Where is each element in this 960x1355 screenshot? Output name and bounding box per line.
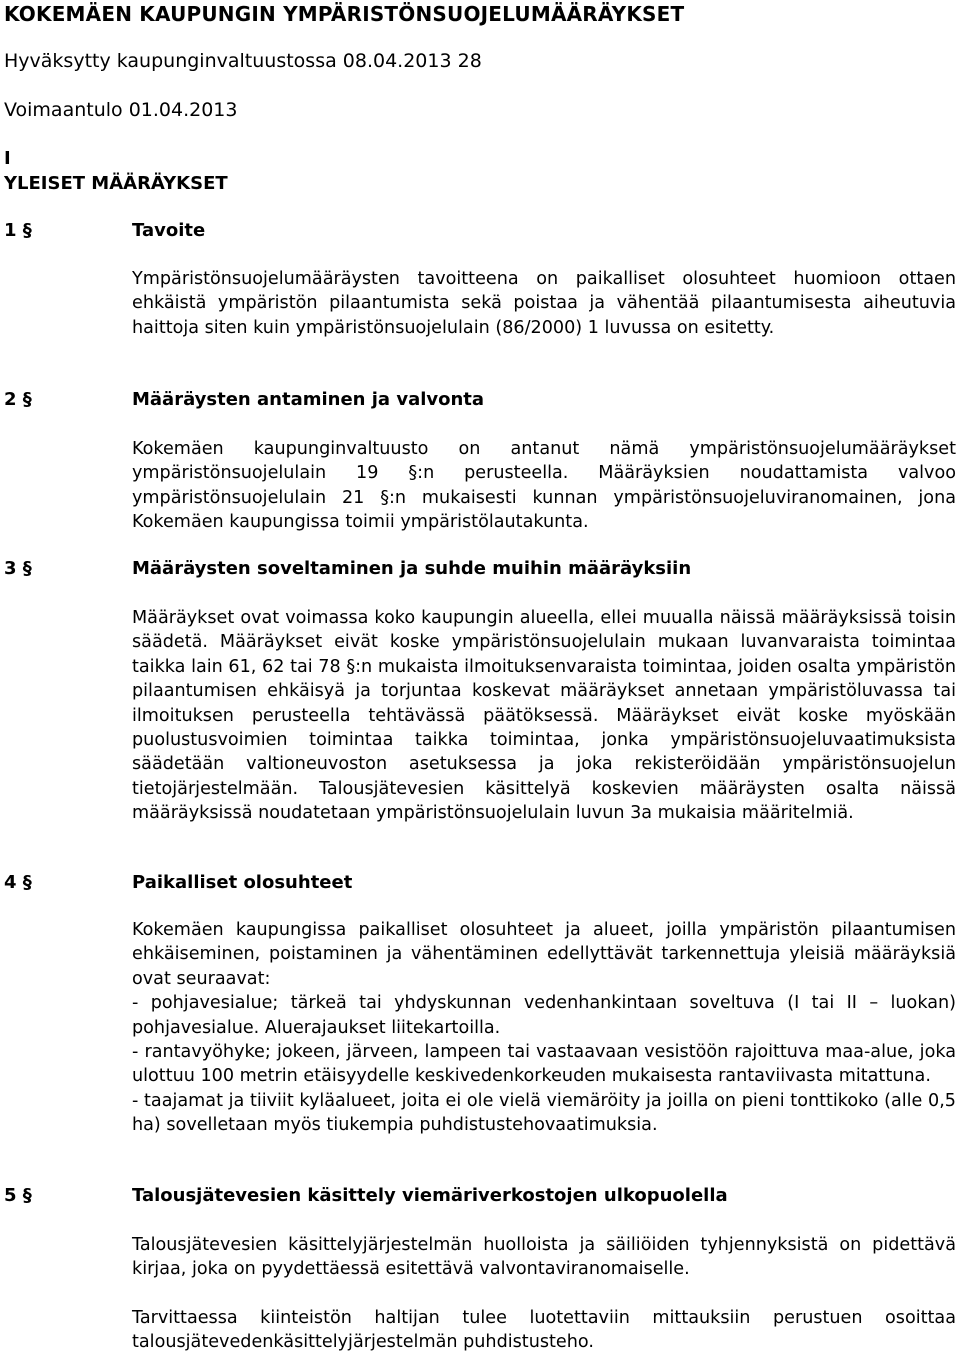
section-number: 4 § bbox=[4, 872, 32, 893]
section-title: Talousjätevesien käsittely viemäriverkostojen ulkopuolella bbox=[132, 1185, 728, 1206]
paragraph: Tarvittaessa kiinteistön haltijan tulee luotettaviin mittauksiin perustuen osoittaa talousjätevedenkäsittelyjärjestelmän puhdistusteho. bbox=[132, 1307, 956, 1353]
chapter-title: YLEISET MÄÄRÄYKSET bbox=[4, 173, 228, 194]
approval-line: Hyväksytty kaupunginvaltuustossa 08.04.2013 28 bbox=[4, 50, 482, 72]
section-title: Paikalliset olosuhteet bbox=[132, 872, 353, 893]
list-item: - pohjavesialue; tärkeä tai yhdyskunnan vedenhankintaan soveltuva (I tai II – luokan) pohjavesialue. Aluerajaukset liitekartoilla. bbox=[132, 993, 956, 1038]
section-4-body bbox=[132, 918, 956, 1138]
document-title: KOKEMÄEN KAUPUNGIN YMPÄRISTÖNSUOJELUMÄÄRÄYKSET bbox=[4, 2, 685, 26]
paragraph: Kokemäen kaupungissa paikalliset olosuhteet ja alueet, joilla ympäristön pilaantumisen ehkäiseminen, poistaminen ja vähentäminen edellyttävät tarkennettuja yleisiä määräyksiä ovat seuraavat: bbox=[132, 920, 956, 989]
section-1-heading bbox=[4, 220, 954, 248]
section-number: 1 § bbox=[4, 220, 32, 241]
section-title: Määräysten soveltaminen ja suhde muihin määräyksiin bbox=[132, 558, 692, 579]
section-4-heading bbox=[4, 872, 954, 900]
chapter-number: I bbox=[4, 148, 11, 169]
section-5-body bbox=[132, 1233, 956, 1355]
list-item: - taajamat ja tiiviit kyläalueet, joita ei ole vielä viemäröity ja joilla on pieni tonttikoko (alle 0,5 ha) sovelletaan myös tiukempia puhdistustehovaatimuksia. bbox=[132, 1090, 956, 1136]
section-number: 5 § bbox=[4, 1185, 32, 1206]
section-number: 2 § bbox=[4, 389, 32, 410]
paragraph: Talousjätevesien käsittelyjärjestelmän huolloista ja säiliöiden tyhjennyksistä on pidettävä kirjaa, joka on pyydettäessä esitettävä valvontaviranomaiselle. bbox=[132, 1235, 956, 1280]
section-1-body bbox=[132, 267, 956, 340]
section-2-body bbox=[132, 437, 956, 535]
paragraph-gap bbox=[132, 1282, 956, 1306]
in-force-line: Voimaantulo 01.04.2013 bbox=[4, 99, 238, 121]
section-number: 3 § bbox=[4, 558, 32, 579]
section-2-heading bbox=[4, 389, 954, 417]
section-5-heading bbox=[4, 1185, 954, 1213]
section-3-body bbox=[132, 606, 956, 826]
section-3-heading bbox=[4, 558, 954, 586]
section-title: Määräysten antaminen ja valvonta bbox=[132, 389, 485, 410]
paragraph: Määräykset ovat voimassa koko kaupungin alueella, ellei muualla näissä määräyksissä toisin säädetä. Määräykset eivät koske ympäristönsuojelulain mukaan luvanvaraista toimintaa taikka lain 61, 62 tai 78 §:n mukaista ilmoituksenvaraista toimintaa, joiden osalta ympäristön pilaantumisen ehkäisyä ja torjuntaa koskevat määräykset annetaan ympäristöluvassa tai ilmoituksen perusteella tehtävässä päätöksessä. Määräykset eivät koske myöskään puolustusvoimien toimintaa taikka toimintaa, jonka ympäristönsuojeluvaatimuksista säädetään valtioneuvoston asetuksessa ja joka rekisteröidään ympäristönsuojelun tietojärjestelmään. Talousjätevesien käsittelyä koskevien määräysten osalta näissä määräyksissä noudatetaan ympäristönsuojelulain luvun 3a mukaisia määritelmiä. bbox=[132, 608, 956, 824]
paragraph: Ympäristönsuojelumääräysten tavoitteena on paikalliset olosuhteet huomioon ottaen ehkäistä ympäristön pilaantumista sekä poistaa ja vähentää pilaantumisesta aiheutuvia haittoja siten kuin ympäristönsuojelulain (86/2000) 1 luvussa on esitetty. bbox=[132, 269, 956, 338]
list-item: - rantavyöhyke; jokeen, järveen, lampeen tai vastaavaan vesistöön rajoittuva maa-alue, joka ulottuu 100 metrin etäisyydelle keskivedenkorkeuden mukaisesta rantaviivasta mitattuna. bbox=[132, 1042, 956, 1087]
paragraph: Kokemäen kaupunginvaltuusto on antanut nämä ympäristönsuojelumääräykset ympäristönsuojelulain 19 §:n perusteella. Määräyksien noudattamista valvoo ympäristönsuojelulain 21 §:n mukaisesti kunnan ympäristönsuojeluviranomainen, jona Kokemäen kaupungissa toimii ympäristölautakunta. bbox=[132, 439, 956, 533]
section-title: Tavoite bbox=[132, 220, 206, 241]
